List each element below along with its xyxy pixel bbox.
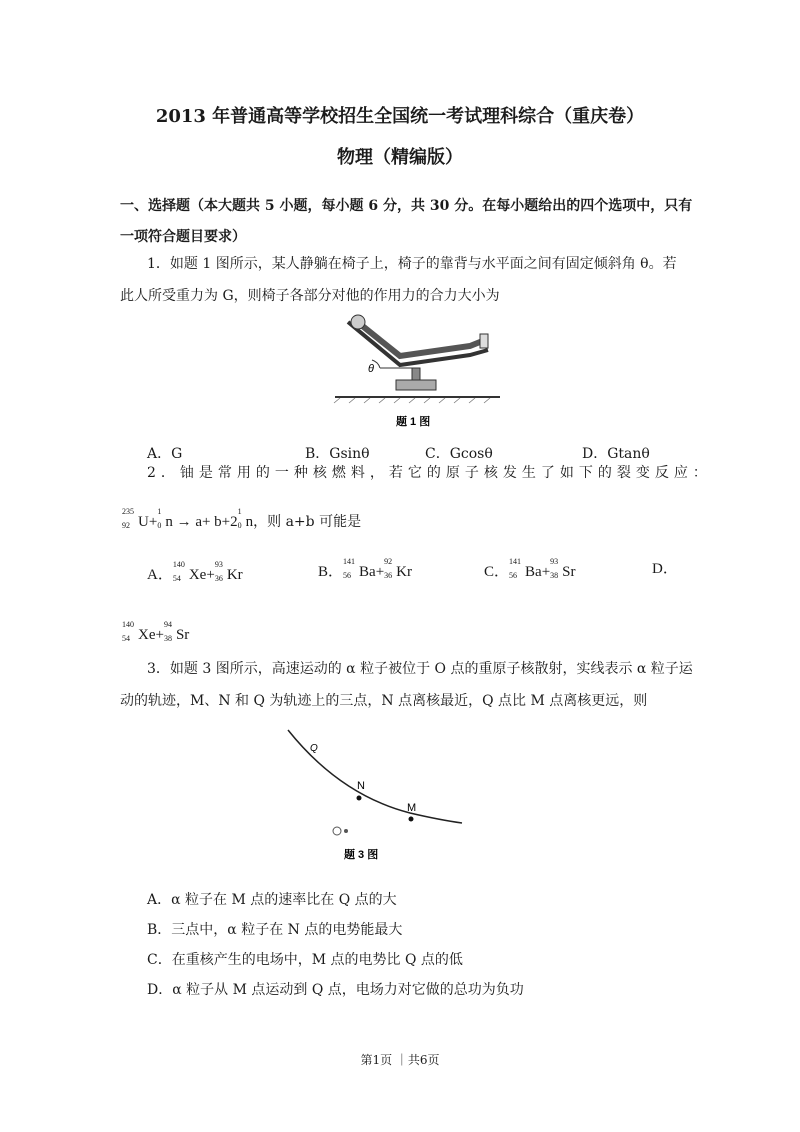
q2-option-d[interactable]: 140 54 Xe+ 94 38 Sr: [122, 620, 190, 643]
q2-option-b[interactable]: B． 141 56 Ba+ 92 36 Kr: [318, 557, 412, 580]
nucleus-o: [333, 827, 341, 835]
page-footer: 第1页 ｜共6页: [360, 1053, 440, 1067]
label-m: M: [407, 802, 417, 814]
nuclide-neutron: 1 0 n: [157, 507, 173, 530]
q2-stem-line1: 2．铀是常用的一种核燃料，若它的原子核发生了如下的裂变反应：: [147, 465, 712, 481]
q1-option-b[interactable]: B．Gsinθ: [305, 446, 370, 462]
ground-hatch: [334, 398, 490, 403]
q3-option-d[interactable]: D．α 粒子从 M 点运动到 Q 点，电场力对它做的总功为负功: [147, 982, 524, 998]
q3-option-b[interactable]: B．三点中，α 粒子在 N 点的电势能最大: [147, 922, 403, 938]
q1-figure: [320, 310, 510, 430]
q2-option-a[interactable]: A． 140 54 Xe+ 93 36 Kr: [147, 560, 243, 583]
point-m: [409, 817, 414, 822]
q3-caption: 题 3 图: [344, 849, 379, 861]
q1-option-d[interactable]: D．Gtanθ: [582, 446, 650, 462]
chair-base: [396, 380, 436, 390]
q2-option-d-label[interactable]: D．: [652, 561, 678, 577]
chair-post: [412, 368, 420, 380]
q1-caption: 题 1 图: [396, 416, 431, 428]
q3-stem-line1: 3．如题 3 图所示，高速运动的 α 粒子被位于 O 点的重原子核散射，实线表示 α 粒子运: [147, 661, 693, 677]
q1-option-a[interactable]: A．G: [147, 446, 183, 462]
q3-figure: [280, 725, 465, 865]
label-q: Q: [310, 743, 318, 754]
nuclide-u235: 235 92 U: [122, 507, 149, 530]
q3-option-c[interactable]: C．在重核产生的电场中，M 点的电势比 Q 点的低: [147, 952, 463, 968]
person-head: [351, 315, 365, 329]
nuclide-neutron-2: 1 0 n: [237, 507, 254, 530]
page-title: 2013 年普通高等学校招生全国统一考试理科综合（重庆卷）: [155, 106, 645, 127]
person-body: [360, 324, 485, 356]
nucleus-dot: [344, 829, 348, 833]
q2-equation: 235 92 U+ 1 0 n → a+ b+2 1 0 n，则 a+b 可能是: [122, 507, 362, 530]
page-subtitle: 物理（精编版）: [337, 147, 463, 168]
point-n: [357, 796, 362, 801]
theta-label: θ: [368, 363, 374, 375]
q3-stem-line2: 动的轨迹，M、N 和 Q 为轨迹上的三点，N 点离核最近，Q 点比 M 点离核更远，则: [120, 693, 648, 709]
section-heading-cont: 一项符合题目要求）: [120, 229, 246, 245]
q1-stem-line2: 此人所受重力为 G，则椅子各部分对他的作用力的合力大小为: [120, 288, 500, 304]
q2-option-c[interactable]: C． 141 56 Ba+ 93 38 Sr: [484, 557, 576, 580]
q1-stem-line1: 1．如题 1 图所示，某人静躺在椅子上，椅子的靠背与水平面之间有固定倾斜角 θ。若: [147, 256, 677, 272]
q3-option-a[interactable]: A．α 粒子在 M 点的速率比在 Q 点的大: [147, 892, 397, 908]
section-heading: 一、选择题（本大题共 5 小题，每小题 6 分，共 30 分。在每小题给出的四个选项中，只有: [120, 198, 693, 214]
person-feet: [480, 334, 488, 348]
label-n: N: [357, 780, 365, 792]
q1-option-c[interactable]: C．Gcosθ: [425, 446, 493, 462]
